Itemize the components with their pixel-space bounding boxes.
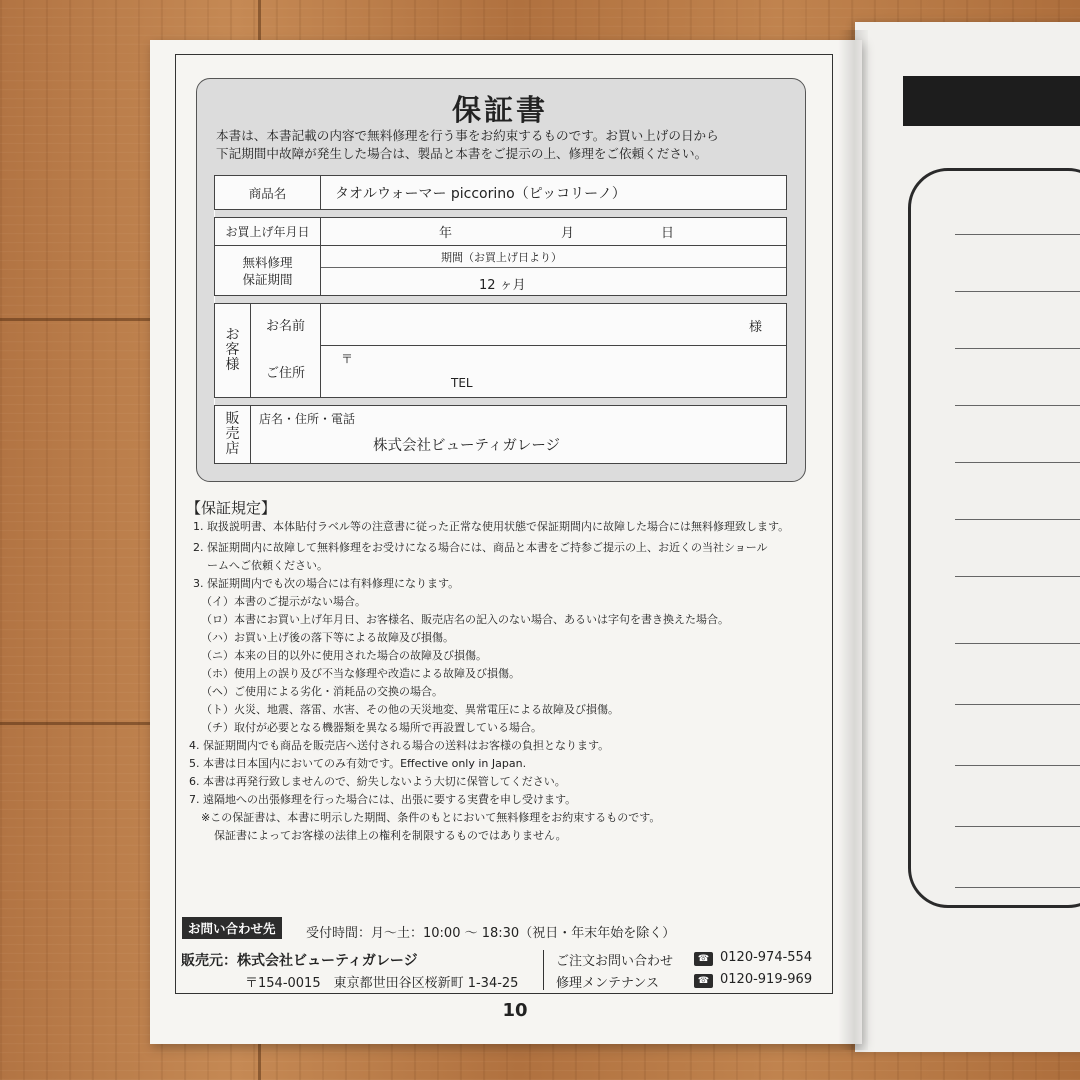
terms-line: （ハ）お買い上げ後の落下等による故障及び損傷。 [201,631,454,644]
product-label: 商品名 [215,176,321,210]
tel-label: TEL [451,376,473,390]
phone-icon: ☎ [694,974,713,988]
reception-hours: 受付時間：月～土：10:00 ～ 18:30（祝日・年末年始を除く） [306,926,676,941]
book-gutter [838,30,868,1050]
dealer-label: 販 売 店 [215,406,251,464]
note-line [955,643,1080,644]
product-value: タオルウォーマー piccorino（ピッコリーノ） [321,176,787,210]
terms-line: 1. 取扱説明書、本体貼付ラベル等の注意書に従った正常な使用状態で保証期間内に故障した場合には無料修理致します。 [193,520,790,533]
address-label: ご住所 [251,346,321,398]
terms-line: 保証書によってお客様の法律上の権利を制限するものではありません。 [214,829,567,842]
note-line [955,704,1080,705]
terms-line: ※この保証書は、本書に明示した期間、条件のもとにおいて無料修理をお約束するものです。 [201,811,661,824]
warranty-period-label: 無料修理 保証期間 [215,246,321,296]
period-value: 12 ヶ月 [479,278,526,293]
terms-line: 6. 本書は再発行致しませんので、紛失しないよう大切に保管してください。 [189,775,566,788]
terms-line: 5. 本書は日本国内においてのみ有効です。Effective only in Japan. [189,757,527,770]
note-line [955,519,1080,520]
purchase-date-field[interactable] [321,218,787,246]
note-line [955,887,1080,888]
note-line [955,576,1080,577]
order-phone[interactable]: 0120-974-554 [720,950,813,965]
repair-phone[interactable]: 0120-919-969 [720,972,813,987]
address-field[interactable] [321,346,787,398]
seller-address: 〒154-0015 東京都世田谷区桜新町 1-34-25 [245,976,519,991]
phone-icon: ☎ [694,952,713,966]
terms-line: 7. 遠隔地への出張修理を行った場合には、出張に要する実費を申し受けます。 [189,793,577,806]
page-number: 10 [502,1000,528,1021]
postal-mark: 〒 [341,352,354,366]
warranty-intro-line: 本書は、本書記載の内容で無料修理を行う事をお約束するものです。お買い上げの日から [216,128,719,143]
terms-line: （チ）取付が必要となる機器類を異なる場所で再設置している場合。 [201,721,542,734]
note-line [955,765,1080,766]
contact-label: お問い合わせ先 [182,917,282,939]
date-month-label: 月 [561,226,575,241]
terms-line: （ニ）本来の目的以外に使用された場合の故障及び損傷。 [201,649,487,662]
terms-line: （ヘ）ご使用による劣化・消耗品の交換の場合。 [201,685,443,698]
terms-line: 3. 保証期間内でも次の場合には有料修理になります。 [193,577,460,590]
terms-line: ームへご依頼ください。 [207,559,328,572]
note-line [955,405,1080,406]
date-day-label: 日 [661,226,675,241]
terms-line: （イ）本書のご提示がない場合。 [201,595,366,608]
dealer-field [251,406,787,464]
note-line [955,291,1080,292]
dealer-value: 株式会社ビューティガレージ [373,438,561,454]
terms-title: 【保証規定】 [186,499,277,517]
name-suffix: 様 [748,320,762,335]
name-label: お名前 [251,304,321,346]
note-line [955,462,1080,463]
wood-seam [0,722,160,725]
terms-line: （ホ）使用上の誤り及び不当な修理や改造による故障及び損傷。 [201,667,520,680]
seller-label: 販売元：株式会社ビューティガレージ [181,953,418,969]
warranty-table [214,175,787,464]
order-inquiry-label: ご注文お問い合わせ [556,954,674,969]
purchase-date-label: お買上げ年月日 [215,218,321,246]
customer-label: お 客 様 [215,304,251,398]
wood-seam [0,318,160,321]
terms-line: （ト）火災、地震、落雷、水害、その他の天災地変、異常電圧による故障及び損傷。 [201,703,619,716]
terms-line: 4. 保証期間内でも商品を販売店へ送付される場合の送料はお客様の負担となります。 [189,739,610,752]
warranty-period-field [321,246,787,296]
warranty-title: 保証書 [451,93,548,127]
right-page-notes-box [908,168,1080,908]
period-header: 期間（お買上げ日より） [441,251,562,264]
name-field[interactable] [321,304,787,346]
repair-label: 修理メンテナンス [556,976,659,991]
note-line [955,234,1080,235]
terms-line: （ロ）本書にお買い上げ年月日、お客様名、販売店名の記入のない場合、あるいは字句を書き換えた場合。 [201,613,729,626]
footer-divider [543,950,544,990]
date-year-label: 年 [439,226,453,241]
dealer-header: 店名・住所・電話 [259,412,356,426]
note-line [955,826,1080,827]
note-line [955,348,1080,349]
terms-line: 2. 保証期間内に故障して無料修理をお受けになる場合には、商品と本書をご持参ご提示の上、お近くの当社ショール [193,541,768,554]
warranty-intro-line: 下記期間中故障が発生した場合は、製品と本書をご提示の上、修理をご依頼ください。 [216,146,708,161]
